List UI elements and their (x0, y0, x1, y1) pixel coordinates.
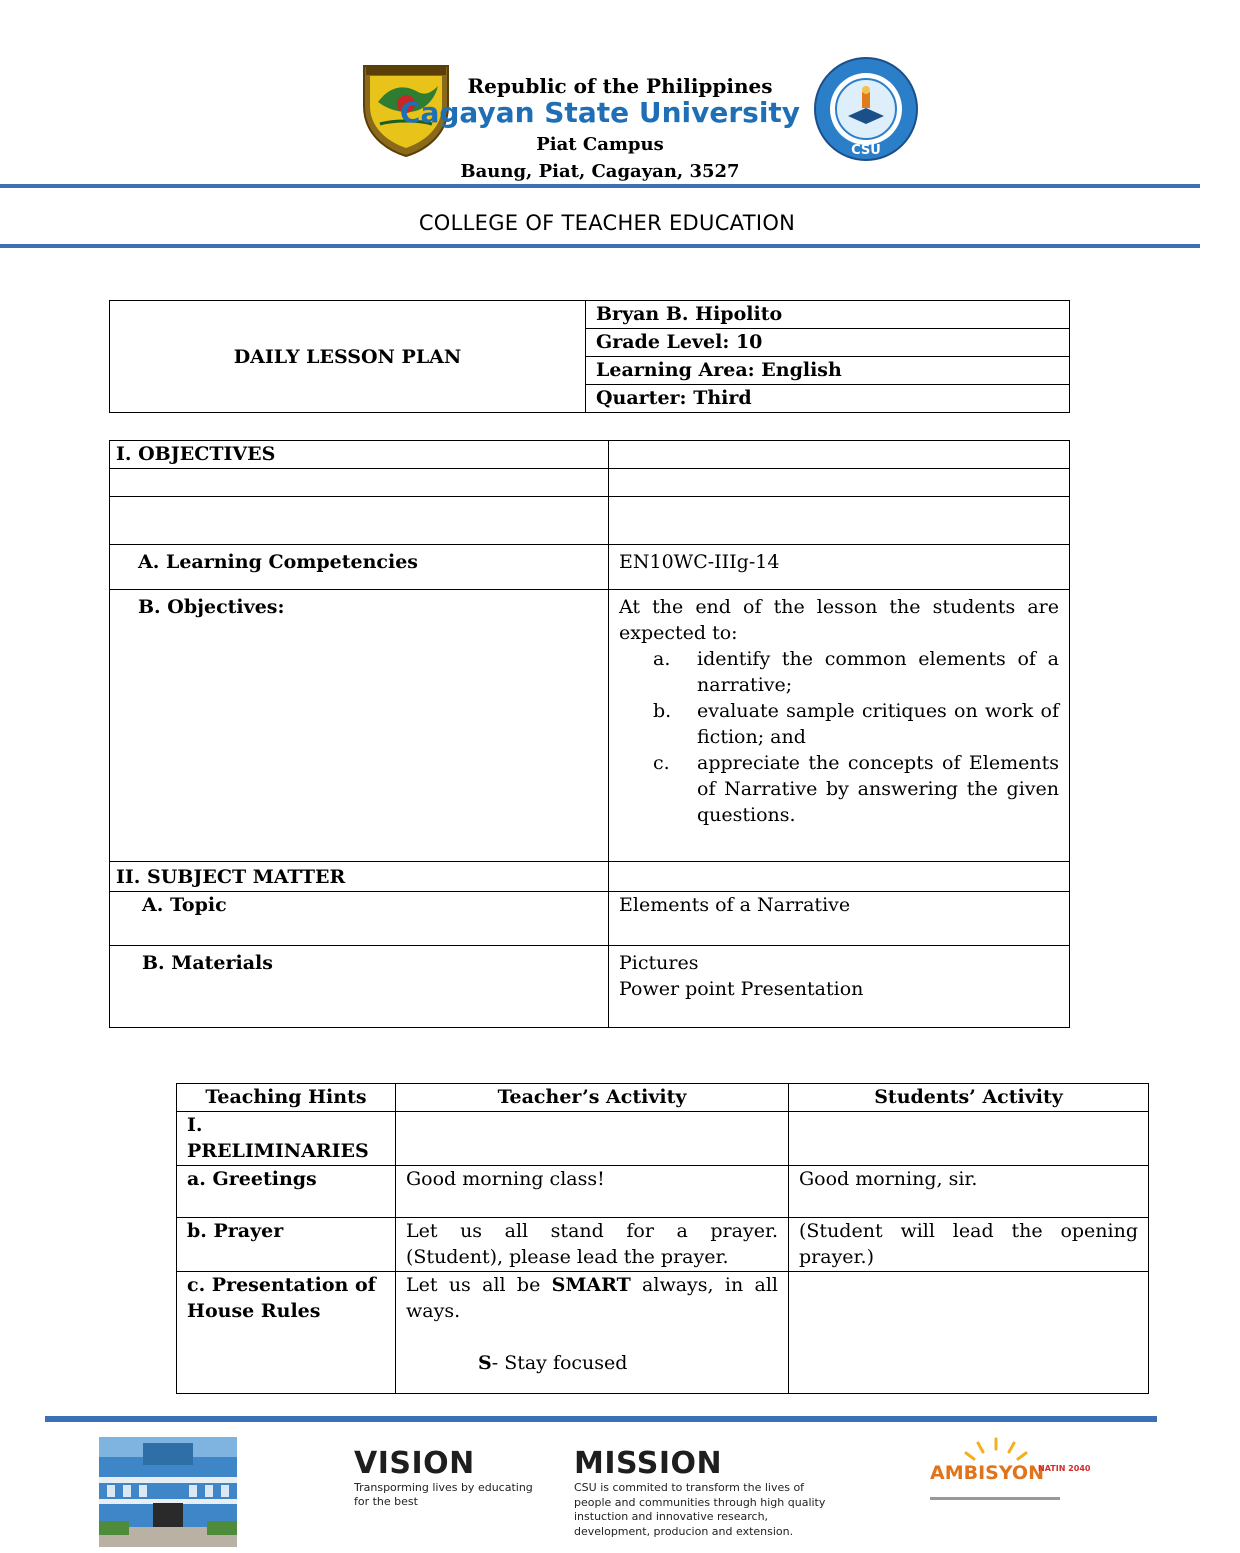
preliminaries-heading: I. PRELIMINARIES (177, 1112, 396, 1166)
empty-cell (789, 1112, 1149, 1166)
plan-title: DAILY LESSON PLAN (110, 301, 586, 413)
materials-list (609, 946, 1070, 1028)
campus-address: Baung, Piat, Cagayan, 3527 (460, 161, 740, 182)
campus-building-icon (99, 1437, 237, 1547)
table-row (177, 1218, 1149, 1272)
students-cell (789, 1272, 1149, 1394)
empty-cell (110, 497, 609, 545)
empty-cell (110, 469, 609, 497)
cte-seal-icon (810, 56, 922, 162)
campus-name: Piat Campus (536, 134, 664, 155)
empty-cell (609, 862, 1070, 892)
objectives-content (609, 590, 1070, 862)
column-header: Students’ Activity (789, 1084, 1149, 1112)
competencies-label: A. Learning Competencies (110, 545, 609, 590)
teacher-cell (396, 1272, 789, 1394)
hint-cell: c. Presentation of House Rules (177, 1272, 396, 1394)
list-item: c. appreciate the concepts of Elements of Narrative by answering the given questions. (653, 752, 1059, 826)
grade-level: Grade Level: 10 (586, 329, 1070, 357)
empty-cell (609, 497, 1070, 545)
smart-intro: Let us all be SMART always, in all ways. (406, 1274, 778, 1322)
plan-info-table (109, 300, 1070, 413)
empty-cell (609, 469, 1070, 497)
topic-label: A. Topic (110, 892, 609, 946)
objectives-list (619, 646, 1059, 828)
learning-area: Learning Area: English (586, 357, 1070, 385)
teacher-cell: Good morning class! (396, 1166, 789, 1218)
mission-title: MISSION (574, 1446, 723, 1481)
students-cell: (Student will lead the opening prayer.) (789, 1218, 1149, 1272)
column-header: Teacher’s Activity (396, 1084, 789, 1112)
college-title: COLLEGE OF TEACHER EDUCATION (418, 211, 796, 235)
vision-title: VISION (354, 1446, 475, 1481)
empty-cell (609, 441, 1070, 469)
ambisyon-logo-icon (926, 1435, 1091, 1510)
house-rule: S- Stay focused (478, 1352, 628, 1374)
vision-text: Transporming lives by educating for the best (354, 1481, 533, 1508)
materials-label: B. Materials (110, 946, 609, 1028)
footer-divider (45, 1416, 1157, 1422)
table-row (177, 1166, 1149, 1218)
teacher-name: Bryan B. Hipolito (586, 301, 1070, 329)
cte-seal-text: CSU (851, 143, 881, 158)
hint-cell: a. Greetings (177, 1166, 396, 1218)
topic-value: Elements of a Narrative (609, 892, 1070, 946)
students-cell: Good morning, sir. (789, 1166, 1149, 1218)
objectives-heading: I. OBJECTIVES (110, 441, 609, 469)
objectives-table (109, 440, 1070, 1028)
list-item: Power point Presentation (619, 978, 864, 1000)
list-item: b. evaluate sample critiques on work of fiction; and (653, 700, 1059, 748)
teacher-cell: Let us all stand for a prayer. (Student), please lead the prayer. (396, 1218, 789, 1272)
quarter: Quarter: Third (586, 385, 1070, 413)
activities-table (176, 1083, 1149, 1394)
empty-cell (396, 1112, 789, 1166)
list-item: Pictures (619, 952, 699, 974)
mission-text: CSU is commited to transform the lives of people and communities through high quality instuction and innovative research, development, producion and extension. (574, 1481, 826, 1538)
subject-matter-heading: II. SUBJECT MATTER (110, 862, 609, 892)
university-name: Cagayan State University (399, 96, 801, 129)
republic-line: Republic of the Philippines (467, 74, 773, 98)
ambisyon-word: AMBISYON (930, 1462, 1044, 1484)
column-header: Teaching Hints (177, 1084, 396, 1112)
hint-cell: b. Prayer (177, 1218, 396, 1272)
ambisyon-badge: NATIN 2040 (1038, 1464, 1091, 1473)
list-item: a. identify the common elements of a narrative; (653, 648, 1059, 696)
objectives-intro: At the end of the lesson the students are expected to: (619, 596, 1059, 644)
header-divider-top (0, 184, 1200, 188)
header-divider-bottom (0, 244, 1200, 248)
competencies-code: EN10WC-IIIg-14 (609, 545, 1070, 590)
objectives-label: B. Objectives: (110, 590, 609, 862)
table-row (177, 1272, 1149, 1394)
